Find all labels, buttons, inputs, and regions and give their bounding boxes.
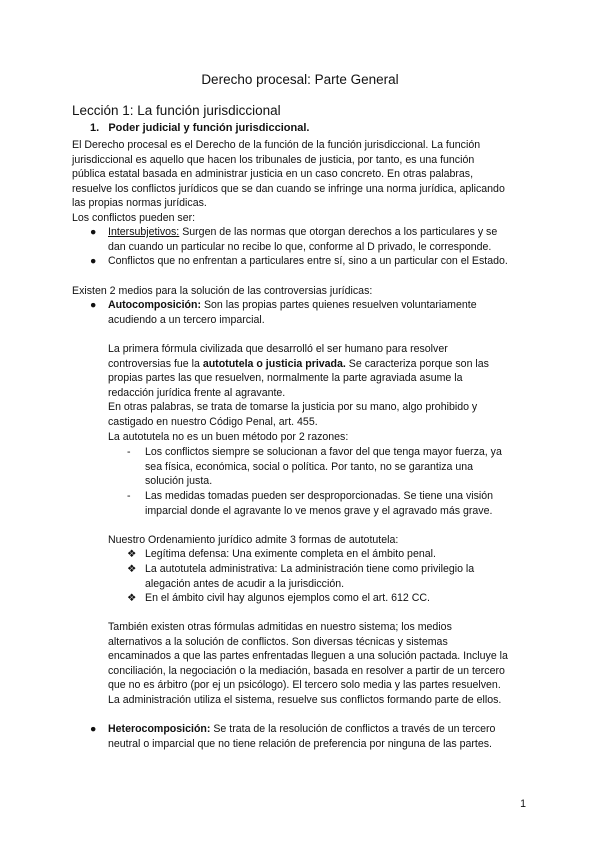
intro-line: El Derecho procesal es el Derecho de la función de la función jurisdiccional. La función bbox=[72, 139, 481, 151]
diamond-bullet-icon: ❖ bbox=[127, 548, 137, 560]
autotutela-line: castigado en nuestro Código Penal, art. 455. bbox=[108, 415, 318, 428]
autotutela-text: Se caracteriza porque son las bbox=[345, 357, 489, 370]
intro-line: jurisdiccional es aquello que hacen los tribunales de justicia, por tanto, es una función bbox=[72, 153, 475, 166]
autotutela-line: La primera fórmula civilizada que desarrolló el ser humano para resolver bbox=[108, 343, 448, 355]
alternatives-paragraph bbox=[108, 620, 538, 708]
alternatives-line: encaminados a que las partes enfrentadas lleguen a una solución pactada. Incluye la bbox=[108, 650, 508, 663]
diamond-bullet-icon: ❖ bbox=[127, 592, 137, 604]
autotutela-line: La autotutela no es un buen método por 2 razones: bbox=[108, 430, 349, 443]
intro-line: las propias normas jurídicas. bbox=[72, 197, 207, 210]
intersubjective-term: Intersubjetivos: bbox=[108, 226, 180, 238]
heterocomposicion-text: Se trata de la resolución de conflictos a través de un tercero bbox=[210, 723, 496, 735]
state-conflict-text: Conflictos que no enfrentan a particulares entre sí, sino a un particular con el Estado. bbox=[108, 255, 508, 267]
form-text: Legítima defensa: Una eximente completa en el ámbito penal. bbox=[145, 548, 436, 560]
reason-text: Las medidas tomadas pueden ser desproporcionadas. Se tiene una visión bbox=[145, 490, 494, 502]
intro-line: resuelve los conflictos jurídicos que se dan cuando se infringe una norma jurídica, aplicando bbox=[72, 182, 505, 195]
conflict-item-state bbox=[90, 254, 548, 269]
reason-text: solución justa. bbox=[145, 475, 213, 488]
autotutela-term: autotutela o justicia privada. bbox=[202, 357, 346, 370]
conflicts-label: Los conflictos pueden ser: bbox=[72, 211, 196, 224]
autotutela-line: propias partes las que resuelven, normalmente la parte agraviada asume la bbox=[108, 372, 463, 385]
intersubjective-text: dan cuando un particular no recibe lo que, conforme al D privado, le corresponde. bbox=[108, 240, 492, 253]
alternatives-line: que no es árbitro (por ej un psicólogo). El tercero solo media y las partes resuelven. bbox=[108, 679, 501, 692]
form-item-defense bbox=[127, 547, 540, 562]
autocomposicion-text: Son las propias partes quienes resuelven voluntariamente bbox=[201, 299, 477, 311]
autotutela-text: controversias fue la bbox=[108, 357, 203, 370]
document-title: Derecho procesal: Parte General bbox=[201, 72, 399, 87]
conflict-item-intersubjective bbox=[90, 225, 538, 254]
form-item-civil bbox=[127, 591, 540, 606]
diamond-bullet-icon: ❖ bbox=[127, 563, 137, 575]
autotutela-line bbox=[108, 357, 538, 372]
alternatives-line: La administración utiliza el sistema, resuelve sus conflictos formando parte de ellos. bbox=[108, 693, 502, 706]
autotutela-paragraph bbox=[108, 342, 538, 444]
form-text: alegación antes de acudir a la jurisdicción. bbox=[145, 577, 345, 590]
reason-item-force bbox=[127, 445, 540, 489]
intersubjective-text: Surgen de las normas que otorgan derechos a los particulares y se bbox=[179, 226, 498, 238]
alternatives-line: También existen otras fórmulas admitidas en nuestro sistema; los medios bbox=[108, 621, 452, 633]
bullet-icon: ● bbox=[90, 255, 97, 267]
bullet-icon: ● bbox=[90, 226, 97, 238]
dash-icon: - bbox=[127, 446, 131, 458]
alternatives-line: alternativos a la solución de conflictos. Son diversas técnicas y sistemas bbox=[108, 635, 448, 648]
form-item-administrative bbox=[127, 562, 540, 591]
forms-label: Nuestro Ordenamiento jurídico admite 3 formas de autotutela: bbox=[108, 534, 399, 546]
autotutela-line: En otras palabras, se trata de tomarse la justicia por su mano, algo prohibido y bbox=[108, 401, 478, 414]
medios-label: Existen 2 medios para la solución de las controversias jurídicas: bbox=[72, 285, 373, 297]
alternatives-line: conciliación, la negociación o la mediación, basada en resolver a partir de un tercero bbox=[108, 664, 505, 677]
autocomposicion-text: acudiendo a un tercero imparcial. bbox=[108, 313, 265, 326]
bullet-icon: ● bbox=[90, 723, 97, 735]
form-text: En el ámbito civil hay algunos ejemplos como el art. 612 CC. bbox=[145, 592, 430, 604]
heterocomposicion-term: Heterocomposición: bbox=[108, 723, 211, 735]
autotutela-line: redacción jurídica frente al agravante. bbox=[108, 386, 286, 399]
intro-paragraph bbox=[72, 138, 532, 226]
reason-text: imparcial donde el agravante lo ve menos grave y el agravado más grave. bbox=[145, 504, 493, 517]
heterocomposicion-item bbox=[90, 722, 538, 751]
lesson-heading: Lección 1: La función jurisdiccional bbox=[72, 103, 281, 118]
reason-text: sea física, económica, social o política. Por tanto, no se garantiza una bbox=[145, 460, 474, 473]
autocomposicion-term: Autocomposición: bbox=[108, 299, 201, 311]
heterocomposicion-text: neutral o imparcial que no tiene relación de preferencia por ninguna de las partes. bbox=[108, 737, 492, 750]
intro-line: pública estatal basada en administrar justicia en un caso concreto. En otras palabras, bbox=[72, 168, 474, 181]
bullet-icon: ● bbox=[90, 299, 97, 311]
form-text: La autotutela administrativa: La administración tiene como privilegio la bbox=[145, 563, 475, 575]
autocomposicion-item bbox=[90, 298, 538, 327]
page-number: 1 bbox=[520, 798, 526, 810]
section-heading: 1. Poder judicial y función jurisdiccional. bbox=[90, 122, 310, 134]
reason-item-disproportion bbox=[127, 489, 540, 518]
reason-text: Los conflictos siempre se solucionan a favor del que tenga mayor fuerza, ya bbox=[145, 446, 502, 458]
dash-icon: - bbox=[127, 490, 131, 502]
